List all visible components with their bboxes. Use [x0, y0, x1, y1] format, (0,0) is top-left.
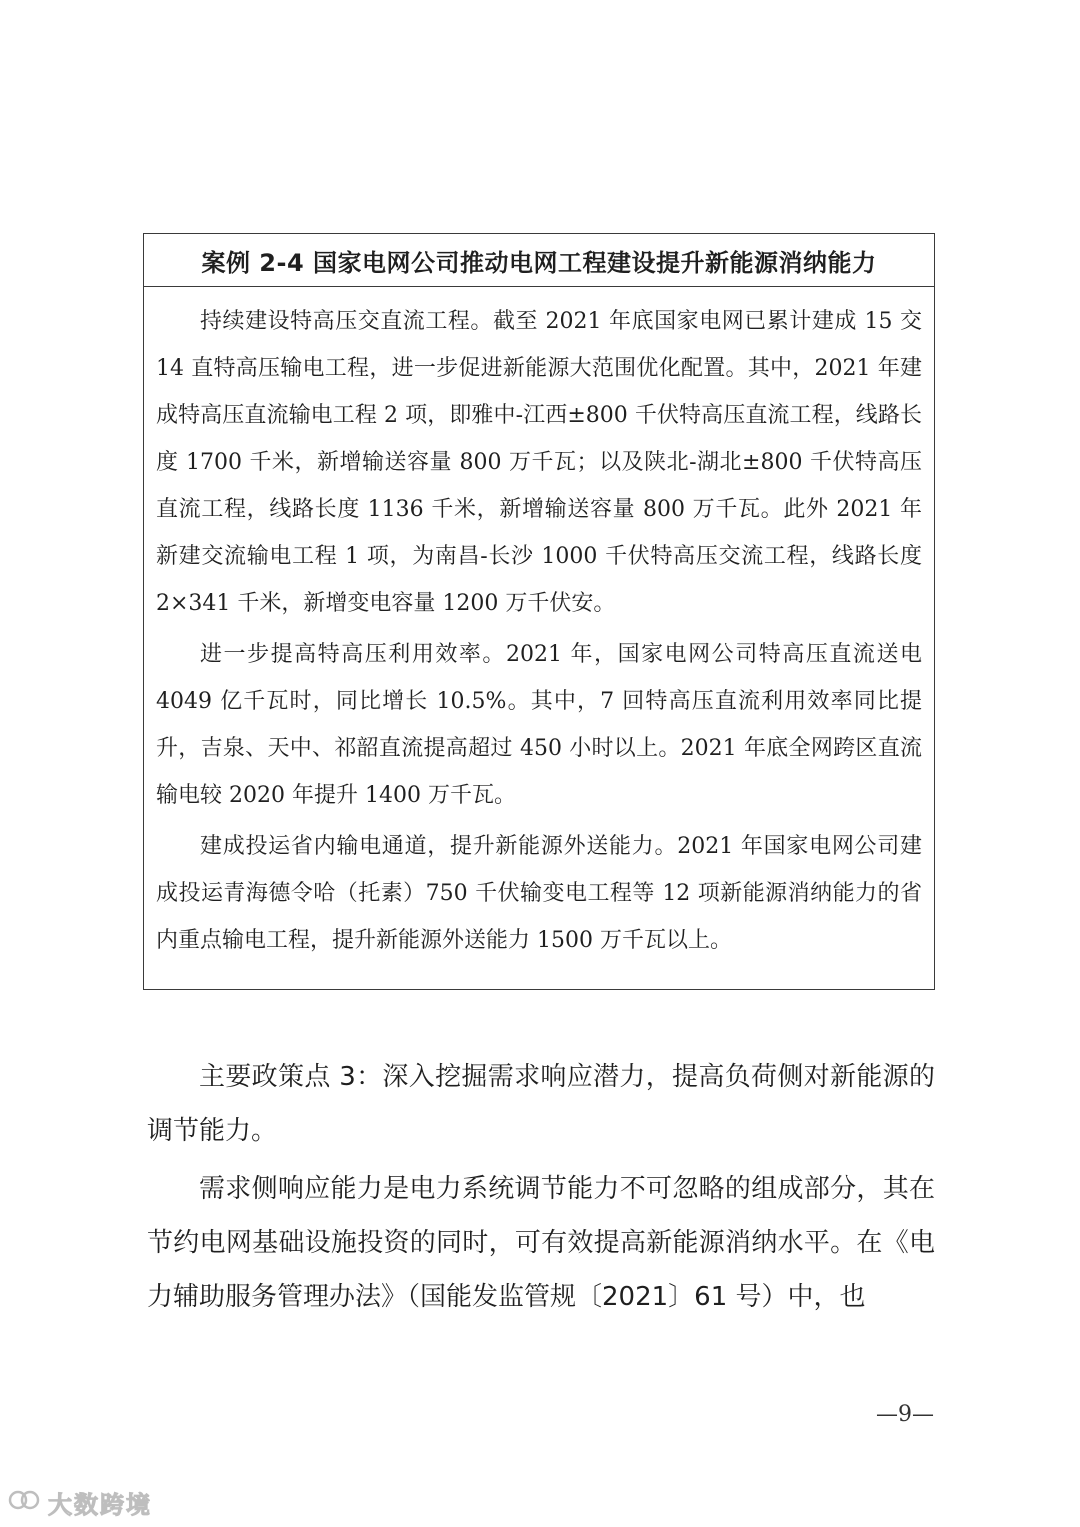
case-body	[144, 287, 934, 964]
body-paragraph: 需求侧响应能力是电力系统调节能力不可忽略的组成部分，其在节约电网基础设施投资的同时，可有效提高新能源消纳水平。在《电力辅助服务管理办法》（国能发监管规〔2021〕61 号）中，也	[147, 1174, 935, 1312]
watermark-logo-icon	[8, 1487, 42, 1518]
case-paragraph: 进一步提高特高压利用效率。2021 年，国家电网公司特高压直流送电 4049 亿千瓦时，同比增长 10.5%。其中，7 回特高压直流利用效率同比提升，吉泉、天中、祁韶直流提高超过 450 小时以上。2021 年底全网跨区直流输电较 2020 年提升 1400 万千瓦。	[156, 642, 922, 808]
case-paragraph: 建成投运省内输电通道，提升新能源外送能力。2021 年国家电网公司建成投运青海德令哈（托素）750 千伏输变电工程等 12 项新能源消纳能力的省内重点输电工程，提升新能源外送能力 1500 万千瓦以上。	[156, 834, 922, 953]
watermark-text: 大数跨境	[48, 1490, 152, 1519]
case-box	[143, 233, 935, 990]
case-title: 案例 2-4 国家电网公司推动电网工程建设提升新能源消纳能力	[144, 234, 934, 287]
watermark	[8, 1482, 152, 1522]
case-paragraph: 持续建设特高压交直流工程。截至 2021 年底国家电网已累计建成 15 交 14 直特高压输电工程，进一步促进新能源大范围优化配置。其中，2021 年建成特高压直流输电工程 2 项，即雅中-江西±800 千伏特高压直流工程，线路长度 1700 千米，新增输送容量 800 万千瓦；以及陕北-湖北±800 千伏特高压直流工程，线路长度 1136 千米，新增输送容量 800 万千瓦。此外 2021 年新建交流输电工程 1 项，为南昌-长沙 1000 千伏特高压交流工程，线路长度 2×341 千米，新增变电容量 1200 万千伏安。	[156, 309, 922, 616]
page-number: —9—	[876, 1402, 934, 1427]
body-paragraph-policy-point: 主要政策点 3：深入挖掘需求响应潜力，提高负荷侧对新能源的调节能力。	[147, 1062, 935, 1146]
body-text	[147, 1050, 935, 1328]
